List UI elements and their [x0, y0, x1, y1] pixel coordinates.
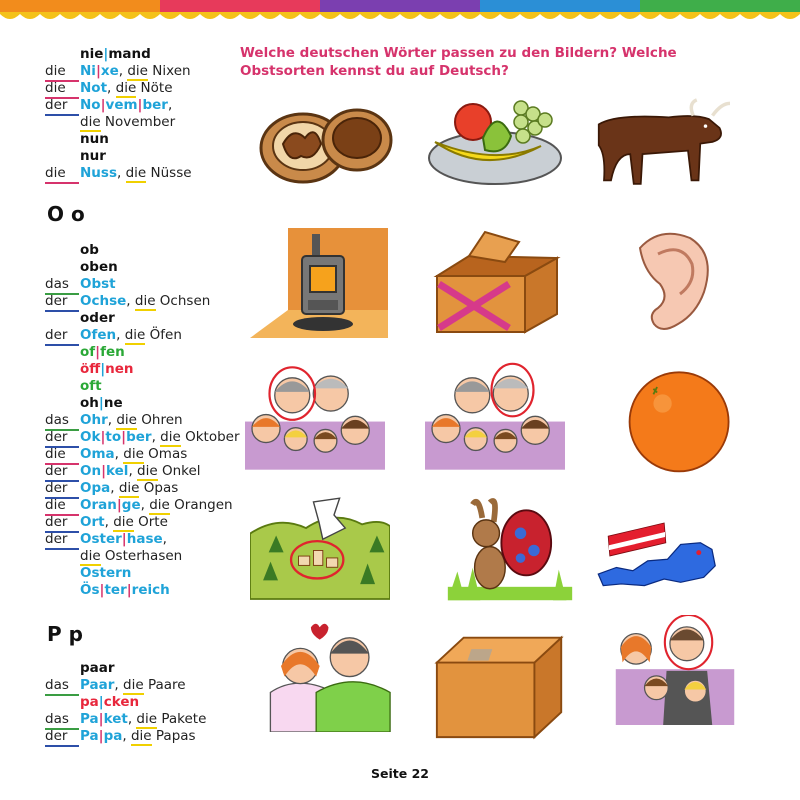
oven-picture: [250, 228, 390, 338]
word-list: nie|mand die Ni|xe, die Nixen die Not, die Nöte der No|vem|ber, die November nun nur die Nuss, die Nüsse O o ob oben das Obst der Ochse, die Ochsen oder der Ofen, die Öfen of|fen öff|nen oft oh|ne das Ohr, die Ohren der Ok|to|ber, die Oktober die Oma, die Omas der On|kel, die Onkel der Opa, die Opas die Oran|ge, die Orangen der Ort, die Orte der Oster|hase, die Osterhasen Ostern Ös|ter|reich P p paar das Paar, die Paare pa|cken das Pa|ket, die Pakete der Pa|pa, die Papas: [0, 0, 245, 760]
austria-map-flag-picture: [595, 510, 735, 620]
article-der: der: [45, 463, 79, 482]
letter-heading-o: O o: [47, 202, 85, 226]
article-die: die: [45, 80, 79, 99]
article-das: das: [45, 276, 79, 295]
orange-picture: [610, 365, 750, 475]
nuts-picture: [255, 86, 395, 196]
article-die: die: [45, 446, 79, 465]
package-picture: [430, 630, 570, 740]
article-der: der: [45, 327, 79, 346]
fruit-bowl-picture: [425, 86, 565, 196]
article-der: der: [45, 531, 79, 550]
article-der: der: [45, 97, 79, 116]
article-das: das: [45, 677, 79, 696]
article-der: der: [45, 728, 79, 747]
ear-picture: [600, 228, 740, 338]
article-die: die: [45, 63, 79, 82]
article-der: der: [45, 429, 79, 448]
open-box-crossed-picture: [425, 228, 565, 338]
letter-heading-p: P p: [47, 622, 83, 646]
article-das: das: [45, 412, 79, 431]
grandfather-family-picture: [425, 360, 565, 470]
grandmother-family-picture: [245, 360, 385, 470]
page-number: Seite 22: [371, 766, 429, 781]
ox-picture: [590, 86, 730, 196]
article-der: der: [45, 514, 79, 533]
article-der: der: [45, 480, 79, 499]
article-die: die: [45, 165, 79, 184]
article-die: die: [45, 497, 79, 516]
article-das: das: [45, 711, 79, 730]
village-picture: [250, 495, 390, 605]
easter-bunny-picture: [440, 495, 580, 605]
father-family-picture: [605, 615, 745, 725]
exercise-instruction: Welche deutschen Wörter passen zu den Bildern? Welche Obstsorten kennst du auf Deutsch?: [240, 45, 677, 79]
couple-picture: [262, 622, 402, 732]
article-der: der: [45, 293, 79, 312]
